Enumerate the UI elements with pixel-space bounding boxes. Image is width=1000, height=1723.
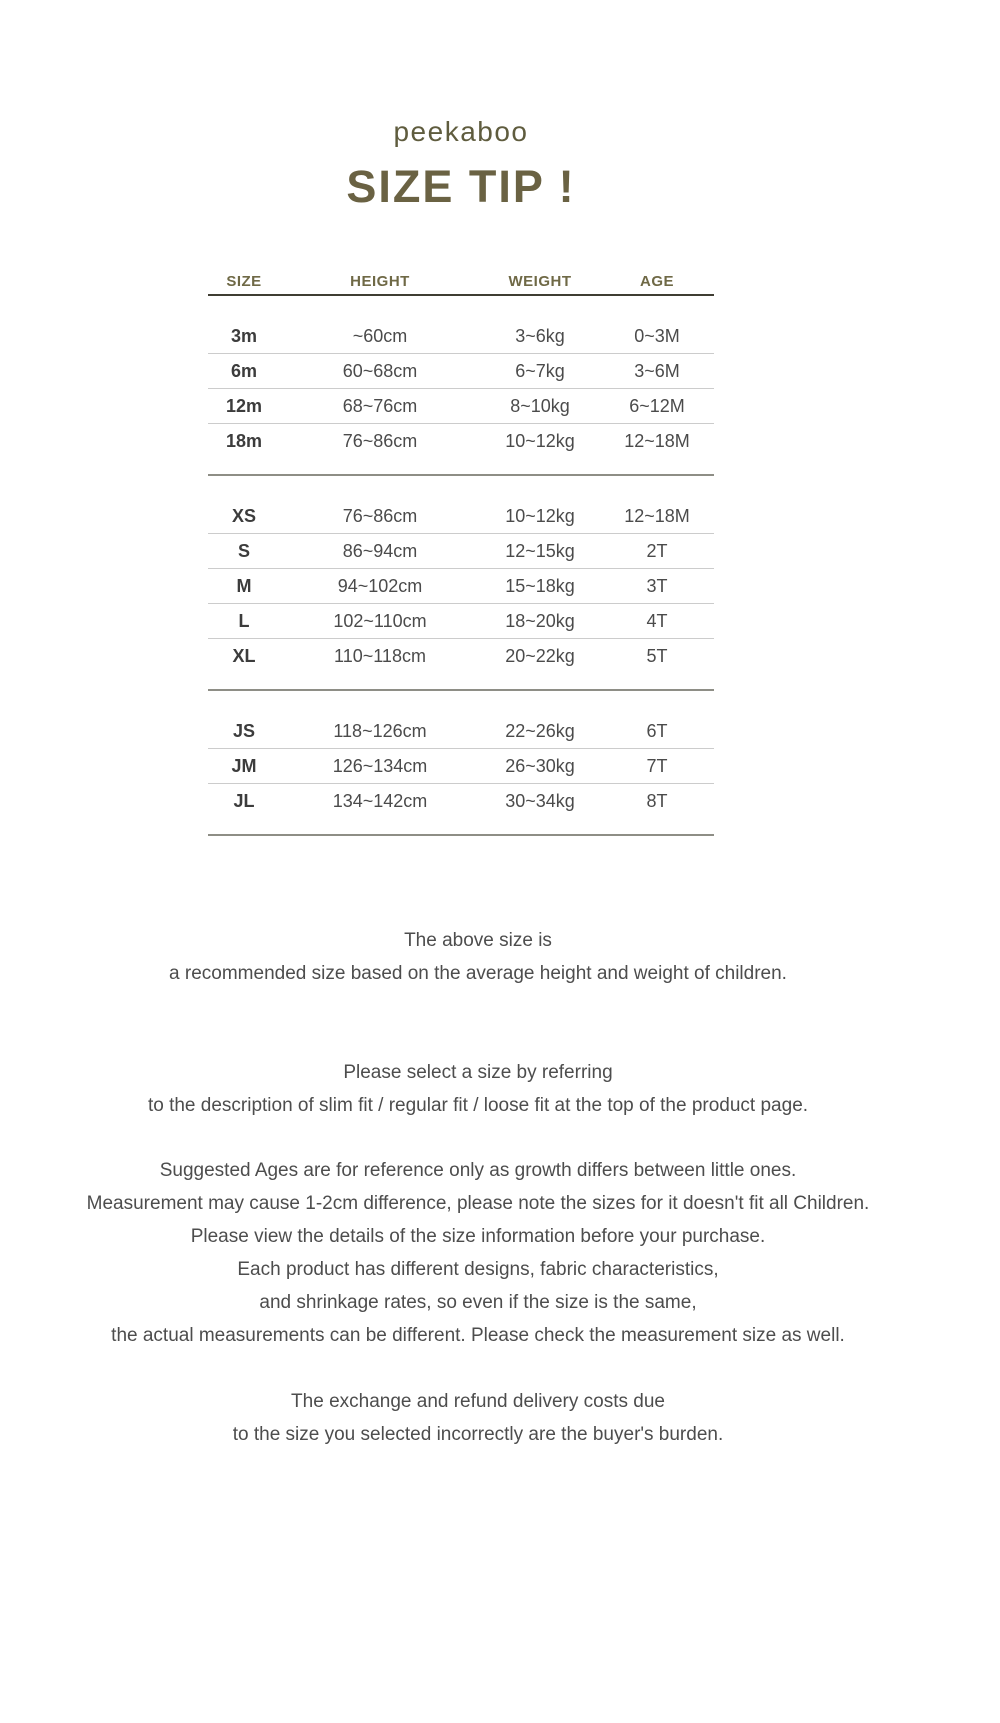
weight-cell: 26~30kg <box>505 755 575 776</box>
age-cell: 12~18M <box>624 430 690 451</box>
table-row <box>208 353 714 388</box>
weight-cell: 8~10kg <box>510 395 570 416</box>
height-cell: 76~86cm <box>342 430 418 451</box>
age-cell: 4T <box>646 610 668 631</box>
size-cell: 18m <box>225 430 263 451</box>
table-row <box>208 568 714 603</box>
note-line: Please select a size by referring <box>343 1062 613 1083</box>
note-line: The above size is <box>404 930 552 951</box>
note-line: Suggested Ages are for reference only as growth differs between little ones. <box>159 1160 797 1181</box>
size-cell: S <box>237 540 250 561</box>
weight-cell: 15~18kg <box>505 575 575 596</box>
size-cell: XL <box>232 645 256 666</box>
note-line: a recommended size based on the average height and weight of children. <box>169 963 787 984</box>
table-row <box>208 603 714 638</box>
size-chart-table <box>208 268 714 836</box>
age-cell: 0~3M <box>634 325 680 346</box>
size-cell: JL <box>233 790 255 811</box>
height-cell: ~60cm <box>352 325 408 346</box>
height-cell: 126~134cm <box>332 755 428 776</box>
table-row <box>208 638 714 673</box>
weight-cell: 18~20kg <box>505 610 575 631</box>
table-section <box>208 476 714 691</box>
height-cell: 86~94cm <box>342 540 418 561</box>
age-cell: 2T <box>646 540 668 561</box>
height-cell: 102~110cm <box>333 610 427 631</box>
table-body <box>208 296 714 836</box>
table-row <box>208 714 714 748</box>
height-cell: 76~86cm <box>342 505 418 526</box>
size-cell: JM <box>231 755 257 776</box>
note-line: Please view the details of the size information before your purchase. <box>190 1226 766 1247</box>
table-section <box>208 691 714 836</box>
age-cell: 6T <box>646 720 668 741</box>
weight-cell: 3~6kg <box>515 325 565 346</box>
column-header: HEIGHT <box>350 272 410 290</box>
age-cell: 7T <box>646 755 668 776</box>
table-row <box>208 388 714 423</box>
table-row <box>208 748 714 783</box>
note-line: Measurement may cause 1-2cm difference, please note the sizes for it doesn't fit all Children. <box>86 1193 870 1214</box>
size-notes <box>15 924 941 1451</box>
note-line: and shrinkage rates, so even if the size is the same, <box>259 1292 697 1313</box>
weight-cell: 10~12kg <box>505 430 575 451</box>
brand-logo: peekaboo <box>393 116 529 147</box>
weight-cell: 12~15kg <box>505 540 575 561</box>
age-cell: 3T <box>646 575 668 596</box>
size-cell: L <box>238 610 250 631</box>
height-cell: 110~118cm <box>334 645 426 666</box>
column-header: SIZE <box>226 272 262 290</box>
table-row <box>208 783 714 818</box>
height-cell: 134~142cm <box>332 790 428 811</box>
table-header-row <box>208 268 714 296</box>
age-cell: 8T <box>646 790 668 811</box>
age-cell: 12~18M <box>624 505 690 526</box>
table-section <box>208 296 714 476</box>
table-row <box>208 533 714 568</box>
note-line: to the size you selected incorrectly are the buyer's burden. <box>232 1424 724 1445</box>
table-row <box>208 423 714 458</box>
weight-cell: 6~7kg <box>515 360 565 381</box>
size-cell: XS <box>231 505 256 526</box>
note-line: the actual measurements can be different. Please check the measurement size as well. <box>111 1325 845 1346</box>
note-paragraph <box>15 1154 941 1352</box>
column-header: WEIGHT <box>508 272 572 290</box>
page-title: SIZE TIP ! <box>346 161 576 212</box>
weight-cell: 22~26kg <box>505 720 575 741</box>
age-cell: 5T <box>646 645 668 666</box>
note-paragraph <box>15 1056 941 1122</box>
table-row <box>208 319 714 353</box>
column-header: AGE <box>639 272 674 290</box>
header-block <box>208 0 714 212</box>
note-paragraph <box>15 924 941 990</box>
size-cell: JS <box>232 720 256 741</box>
height-cell: 60~68cm <box>342 360 418 381</box>
height-cell: 118~126cm <box>333 720 427 741</box>
note-line: The exchange and refund delivery costs due <box>291 1391 665 1412</box>
size-cell: 6m <box>230 360 257 381</box>
note-line: Each product has different designs, fabric characteristics, <box>237 1259 719 1280</box>
height-cell: 68~76cm <box>342 395 418 416</box>
height-cell: 94~102cm <box>337 575 423 596</box>
size-cell: 3m <box>230 325 257 346</box>
note-line: to the description of slim fit / regular fit / loose fit at the top of the product page. <box>147 1095 809 1116</box>
size-cell: M <box>236 575 252 596</box>
weight-cell: 30~34kg <box>505 790 575 811</box>
weight-cell: 20~22kg <box>505 645 575 666</box>
age-cell: 3~6M <box>634 360 680 381</box>
size-cell: 12m <box>225 395 263 416</box>
weight-cell: 10~12kg <box>505 505 575 526</box>
age-cell: 6~12M <box>629 395 685 416</box>
table-row <box>208 499 714 533</box>
note-paragraph <box>15 1385 941 1451</box>
